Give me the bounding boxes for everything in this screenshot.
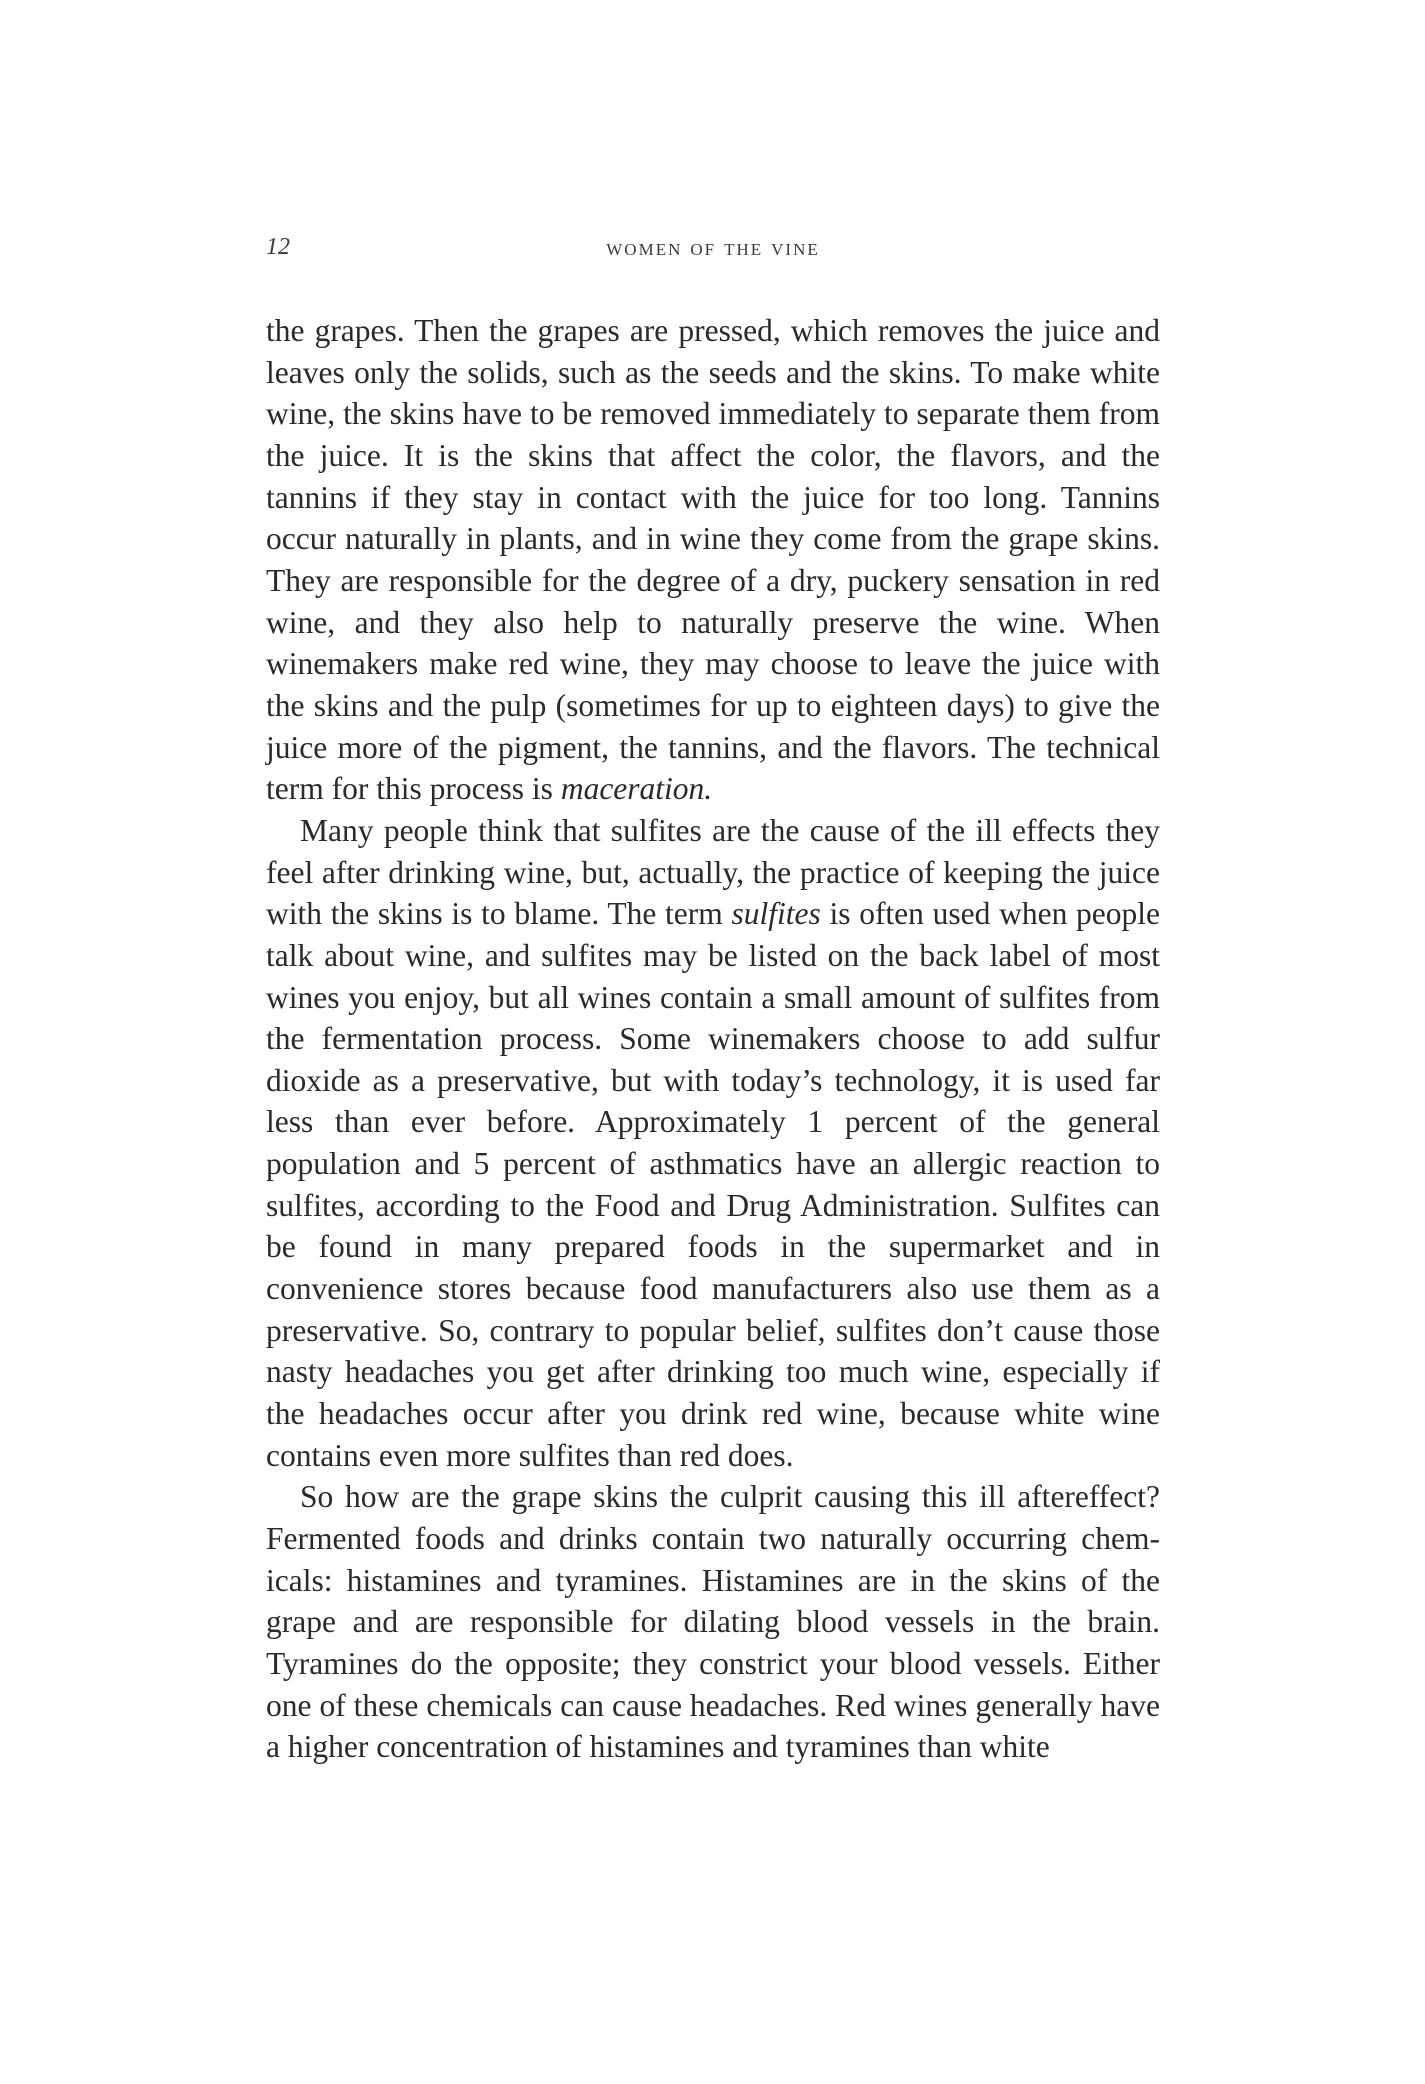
paragraph-text: Many people think that sulfites are the cause of the ill effects they feel after drinking wine, but, actually, the practice of keeping the juice with the skins is to blame. The term xyxy=(266,812,1160,932)
paragraph-2 xyxy=(266,810,1160,1477)
emphasis-maceration: maceration. xyxy=(560,771,713,807)
paragraph-text: is often used when people talk about wine, and sulfites may be listed on the back label of most wines you enjoy, but all wines contain a small amount of sulfites from the fermentation process. Some winemakers choose to add sulfur dioxide as a preservative, but with today’s technology, it is used far less than ever before. Approximately 1 percent of the general population and 5 percent of asthmatics have an allergic reaction to sulfites, according to the Food and Drug Administration. Sulfites can be found in many prepared foods in the supermarket and in convenience stores because food manufacturers also use them as a preservative. So, contrary to popular belief, sulfites don’t cause those nasty headaches you get after drinking too much wine, especially if the headaches occur after you drink red wine, because white wine contains even more sulfites than red does. xyxy=(266,896,1161,1473)
paragraph-text: So how are the grape skins the culprit causing this ill aftereffect? Fermented foods and drinks contain two naturally occurring chemicals: histamines and tyramines. Histamines are in the skins of the grape and are responsible for dilating blood vessels in the brain. Tyramines do the opposite; they constrict your blood vessels. Either one of these chemicals can cause headaches. Red wines generally have a higher concentration of histamines and tyramines than white xyxy=(266,1479,1160,1765)
paragraph-1 xyxy=(266,310,1160,810)
paragraph-text: the grapes. Then the grapes are pressed, which removes the juice and leaves only the solids, such as the seeds and the skins. To make white wine, the skins have to be removed immediately to separate them from the juice. It is the skins that affect the color, the flavors, and the tannins if they stay in contact with the juice for too long. Tannins occur naturally in plants, and in wine they come from the grape skins. They are responsible for the degree of a dry, puckery sensation in red wine, and they also help to naturally preserve the wine. When winemakers make red wine, they may choose to leave the juice with the skins and the pulp (sometimes for up to eighteen days) to give the juice more of the pigment, the tannins, and the flavors. The technical term for this process is xyxy=(266,313,1160,807)
paragraph-3 xyxy=(266,1476,1160,1768)
running-head xyxy=(266,232,1160,262)
book-title: women of the vine xyxy=(606,235,820,261)
emphasis-sulfites: sulfites xyxy=(731,896,821,932)
body-text xyxy=(266,310,1160,1768)
page-number: 12 xyxy=(266,234,290,260)
